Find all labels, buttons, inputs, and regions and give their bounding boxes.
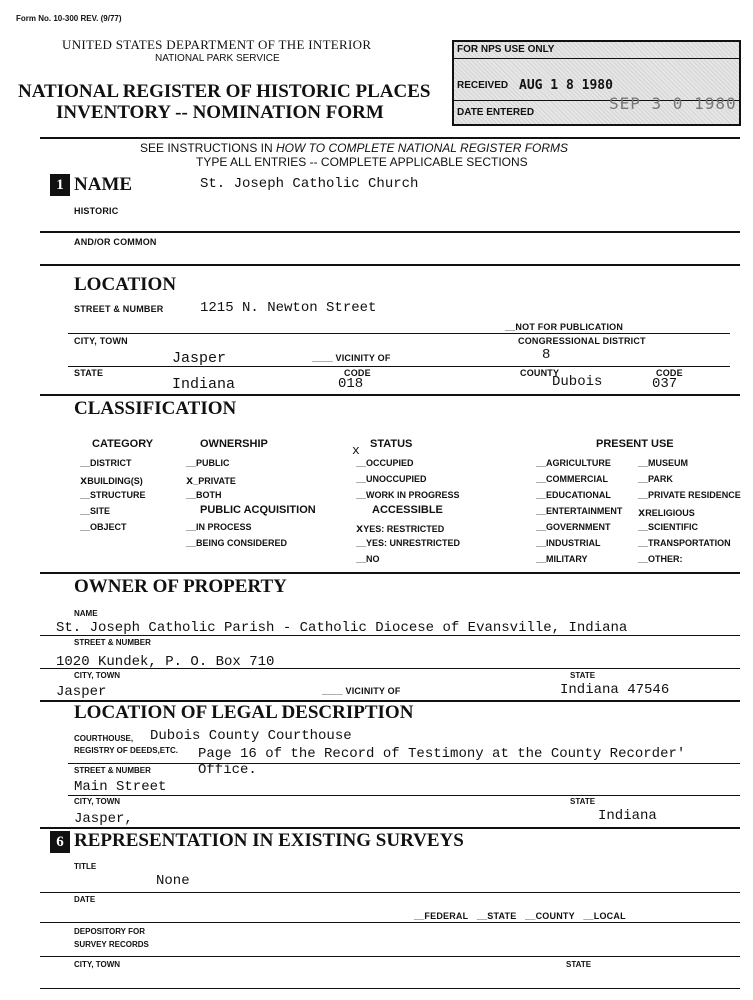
category-object-label: OBJECT bbox=[90, 522, 127, 532]
use-scientific[interactable]: __SCIENTIFIC bbox=[638, 522, 699, 532]
ownership-private[interactable]: x_PRIVATE bbox=[186, 474, 236, 488]
state-code-value: 018 bbox=[338, 376, 364, 392]
use-private-residence[interactable]: __PRIVATE RESIDENCE bbox=[638, 490, 741, 500]
nps-box-title: FOR NPS USE ONLY bbox=[457, 44, 555, 55]
registry-label: REGISTRY OF DEEDS,ETC. bbox=[74, 746, 179, 755]
use-industrial[interactable]: __INDUSTRIAL bbox=[536, 538, 601, 548]
accessible-yes-restricted-label: YES: RESTRICTED bbox=[363, 524, 445, 534]
use-commercial-label: COMMERCIAL bbox=[546, 474, 609, 484]
date-entered-stamp: SEP 3 0 1980 bbox=[609, 94, 737, 113]
survey-county-label: COUNTY bbox=[535, 911, 575, 921]
section-6-number: 6 bbox=[50, 831, 70, 853]
ownership-both-label: BOTH bbox=[196, 490, 222, 500]
accessible-restricted-mark: x bbox=[356, 522, 364, 536]
use-religious-mark: x bbox=[638, 506, 646, 520]
present-use-heading: PRESENT USE bbox=[596, 438, 674, 450]
legal-street-value: Main Street bbox=[74, 779, 167, 795]
street-value: 1215 N. Newton Street bbox=[200, 300, 377, 316]
section-3-heading: CLASSIFICATION bbox=[74, 398, 237, 419]
section-1-number: 1 bbox=[50, 174, 70, 196]
use-educational[interactable]: __EDUCATIONAL bbox=[536, 490, 611, 500]
acquisition-in-process-label: IN PROCESS bbox=[196, 522, 252, 532]
owner-street-value: 1020 Kundek, P. O. Box 710 bbox=[56, 654, 275, 670]
city-value: Jasper bbox=[172, 350, 227, 367]
survey-federal-label: FEDERAL bbox=[424, 911, 469, 921]
nps-use-only-box bbox=[452, 40, 741, 126]
vicinity-of-label: VICINITY OF bbox=[335, 353, 391, 363]
legal-state-value: Indiana bbox=[598, 808, 657, 824]
use-industrial-label: INDUSTRIAL bbox=[546, 538, 601, 548]
state-value: Indiana bbox=[172, 376, 236, 393]
use-government[interactable]: __GOVERNMENT bbox=[536, 522, 611, 532]
owner-name-value: St. Joseph Catholic Parish - Catholic Diocese of Evansville, Indiana bbox=[56, 620, 628, 636]
category-site-label: SITE bbox=[90, 506, 111, 516]
use-scientific-label: SCIENTIFIC bbox=[648, 522, 699, 532]
status-heading: STATUS bbox=[370, 438, 413, 450]
survey-title-value: None bbox=[156, 873, 190, 889]
owner-vicinity-of-label: VICINITY OF bbox=[345, 686, 401, 696]
received-stamp: AUG 1 8 1980 bbox=[519, 78, 613, 93]
accessible-no-label: NO bbox=[366, 554, 380, 564]
category-district[interactable]: __DISTRICT bbox=[80, 458, 132, 468]
status-occupied[interactable]: __OCCUPIED bbox=[356, 458, 414, 468]
survey-local-label: LOCAL bbox=[593, 911, 626, 921]
use-museum[interactable]: __MUSEUM bbox=[638, 458, 689, 468]
use-military-label: MILITARY bbox=[546, 554, 588, 564]
legal-city-label: CITY, TOWN bbox=[74, 797, 121, 806]
vicinity-of bbox=[312, 353, 391, 363]
survey-date-label: DATE bbox=[74, 895, 96, 904]
use-private-residence-label: PRIVATE RESIDENCE bbox=[648, 490, 741, 500]
depository-label-1: DEPOSITORY FOR bbox=[74, 927, 145, 936]
ownership-private-label: PRIVATE bbox=[198, 476, 236, 486]
use-transportation[interactable]: __TRANSPORTATION bbox=[638, 538, 731, 548]
category-object[interactable]: __OBJECT bbox=[80, 522, 127, 532]
ownership-public-label: PUBLIC bbox=[196, 458, 230, 468]
section-4-heading: OWNER OF PROPERTY bbox=[74, 576, 287, 597]
county-value: Dubois bbox=[552, 374, 603, 390]
ownership-heading: OWNERSHIP bbox=[200, 438, 268, 450]
owner-vicinity-of bbox=[322, 686, 401, 696]
owner-street-label: STREET & NUMBER bbox=[74, 638, 151, 647]
use-park[interactable]: __PARK bbox=[638, 474, 673, 484]
use-museum-label: MUSEUM bbox=[648, 458, 689, 468]
courthouse-label: COURTHOUSE, bbox=[74, 734, 134, 743]
owner-state-value: Indiana 47546 bbox=[560, 682, 670, 698]
state-code-label: CODE bbox=[344, 368, 371, 378]
section-5-heading: LOCATION OF LEGAL DESCRIPTION bbox=[74, 702, 414, 723]
survey-federal[interactable]: __FEDERAL bbox=[414, 911, 469, 921]
survey-level-options bbox=[414, 911, 626, 921]
legal-street-label: STREET & NUMBER bbox=[74, 766, 151, 775]
department-name: UNITED STATES DEPARTMENT OF THE INTERIOR bbox=[62, 37, 372, 52]
acquisition-being-considered-label: BEING CONSIDERED bbox=[196, 538, 288, 548]
use-other[interactable]: __OTHER: bbox=[638, 554, 683, 564]
date-entered-label: DATE ENTERED bbox=[457, 107, 535, 118]
not-for-publication-label: NOT FOR PUBLICATION bbox=[515, 322, 624, 332]
status-work-in-progress[interactable]: __WORK IN PROGRESS bbox=[356, 490, 460, 500]
category-buildings-label: BUILDING(S) bbox=[87, 476, 143, 486]
instructions-prefix: SEE INSTRUCTIONS IN bbox=[140, 141, 277, 155]
service-name: NATIONAL PARK SERVICE bbox=[155, 53, 280, 64]
section-1-heading: NAME bbox=[74, 174, 133, 195]
legal-city-value: Jasper, bbox=[74, 811, 133, 827]
section-6-heading: REPRESENTATION IN EXISTING SURVEYS bbox=[74, 830, 464, 851]
instructions-line-1 bbox=[140, 141, 568, 155]
accessible-yes-unrestricted-label: YES: UNRESTRICTED bbox=[366, 538, 461, 548]
registry-value-2: Office. bbox=[198, 762, 257, 778]
use-military[interactable]: __MILITARY bbox=[536, 554, 588, 564]
received-label: RECEIVED bbox=[457, 80, 509, 91]
survey-state-label: STATE bbox=[566, 960, 592, 969]
category-buildings[interactable] bbox=[80, 474, 143, 488]
instructions-italic: HOW TO COMPLETE NATIONAL REGISTER FORMS bbox=[276, 141, 569, 155]
use-commercial[interactable]: __COMMERCIAL bbox=[536, 474, 609, 484]
registry-value-1: Page 16 of the Record of Testimony at the County Recorder' bbox=[198, 746, 686, 762]
use-religious-label: RELIGIOUS bbox=[645, 508, 695, 518]
status-unoccupied[interactable]: __UNOCCUPIED bbox=[356, 474, 427, 484]
congressional-district-label: CONGRESSIONAL DISTRICT bbox=[518, 336, 646, 346]
legal-state-label: STATE bbox=[570, 797, 596, 806]
use-park-label: PARK bbox=[648, 474, 673, 484]
depository-label-2: SURVEY RECORDS bbox=[74, 940, 149, 949]
use-government-label: GOVERNMENT bbox=[546, 522, 611, 532]
owner-city-label: CITY, TOWN bbox=[74, 671, 121, 680]
survey-county[interactable]: __COUNTY bbox=[525, 911, 575, 921]
congressional-district-value: 8 bbox=[542, 347, 551, 363]
form-title: NATIONAL REGISTER OF HISTORIC PLACES bbox=[18, 81, 431, 102]
instructions-line-2: TYPE ALL ENTRIES -- COMPLETE APPLICABLE SECTIONS bbox=[196, 155, 528, 169]
category-site[interactable]: __SITE bbox=[80, 506, 111, 516]
owner-name-label: NAME bbox=[74, 609, 98, 618]
county-label: COUNTY bbox=[520, 368, 560, 378]
status-occupied-label: OCCUPIED bbox=[366, 458, 414, 468]
use-agriculture[interactable]: __AGRICULTURE bbox=[536, 458, 611, 468]
status-work-in-progress-label: WORK IN PROGRESS bbox=[366, 490, 460, 500]
category-buildings-mark: x bbox=[80, 474, 88, 488]
survey-city-label: CITY, TOWN bbox=[74, 960, 121, 969]
use-transportation-label: TRANSPORTATION bbox=[648, 538, 731, 548]
section-2-heading: LOCATION bbox=[74, 274, 177, 295]
property-name-value: St. Joseph Catholic Church bbox=[200, 176, 419, 192]
survey-state-label: STATE bbox=[487, 911, 517, 921]
ownership-both[interactable]: __BOTH bbox=[186, 490, 222, 500]
use-educational-label: EDUCATIONAL bbox=[546, 490, 611, 500]
survey-local[interactable]: __LOCAL bbox=[583, 911, 626, 921]
county-code-label: CODE bbox=[656, 368, 683, 378]
not-for-publication bbox=[505, 322, 623, 332]
owner-vicinity-of-blank: ____ bbox=[322, 686, 346, 696]
street-label: STREET & NUMBER bbox=[74, 304, 164, 314]
survey-state[interactable]: __STATE bbox=[476, 911, 517, 921]
survey-title-label: TITLE bbox=[74, 862, 97, 871]
use-religious[interactable] bbox=[638, 506, 695, 520]
use-entertainment-label: ENTERTAINMENT bbox=[546, 506, 623, 516]
acquisition-being-considered[interactable]: __BEING CONSIDERED bbox=[186, 538, 288, 548]
accessible-yes-unrestricted[interactable]: __YES: UNRESTRICTED bbox=[356, 538, 461, 548]
status-mark: x bbox=[352, 443, 360, 458]
not-for-publication-blank: __ bbox=[505, 322, 516, 332]
use-other-label: OTHER: bbox=[648, 554, 683, 564]
acquisition-in-process[interactable]: __IN PROCESS bbox=[186, 522, 252, 532]
ownership-public[interactable]: __PUBLIC bbox=[186, 458, 230, 468]
category-district-label: DISTRICT bbox=[90, 458, 132, 468]
courthouse-value: Dubois County Courthouse bbox=[150, 728, 352, 744]
acquisition-heading: PUBLIC ACQUISITION bbox=[200, 504, 316, 516]
city-label: CITY, TOWN bbox=[74, 336, 128, 346]
accessible-heading: ACCESSIBLE bbox=[372, 504, 443, 516]
category-structure-label: STRUCTURE bbox=[90, 490, 146, 500]
common-name-label: AND/OR COMMON bbox=[74, 237, 157, 247]
vicinity-of-blank: ____ bbox=[312, 353, 336, 363]
use-entertainment[interactable]: __ENTERTAINMENT bbox=[536, 506, 623, 516]
form-subtitle: INVENTORY -- NOMINATION FORM bbox=[56, 102, 384, 123]
accessible-no[interactable]: __NO bbox=[356, 554, 380, 564]
status-unoccupied-label: UNOCCUPIED bbox=[366, 474, 427, 484]
historic-label: HISTORIC bbox=[74, 206, 119, 216]
ownership-private-mark: x bbox=[186, 474, 194, 488]
owner-city-value: Jasper bbox=[56, 684, 107, 700]
owner-state-label: STATE bbox=[570, 671, 596, 680]
use-agriculture-label: AGRICULTURE bbox=[546, 458, 611, 468]
category-heading: CATEGORY bbox=[92, 438, 154, 450]
category-structure[interactable]: __STRUCTURE bbox=[80, 490, 146, 500]
county-code-value: 037 bbox=[652, 376, 678, 392]
state-label: STATE bbox=[74, 368, 104, 378]
form-number: Form No. 10-300 REV. (9/77) bbox=[16, 14, 122, 23]
accessible-yes-restricted[interactable] bbox=[356, 522, 444, 536]
